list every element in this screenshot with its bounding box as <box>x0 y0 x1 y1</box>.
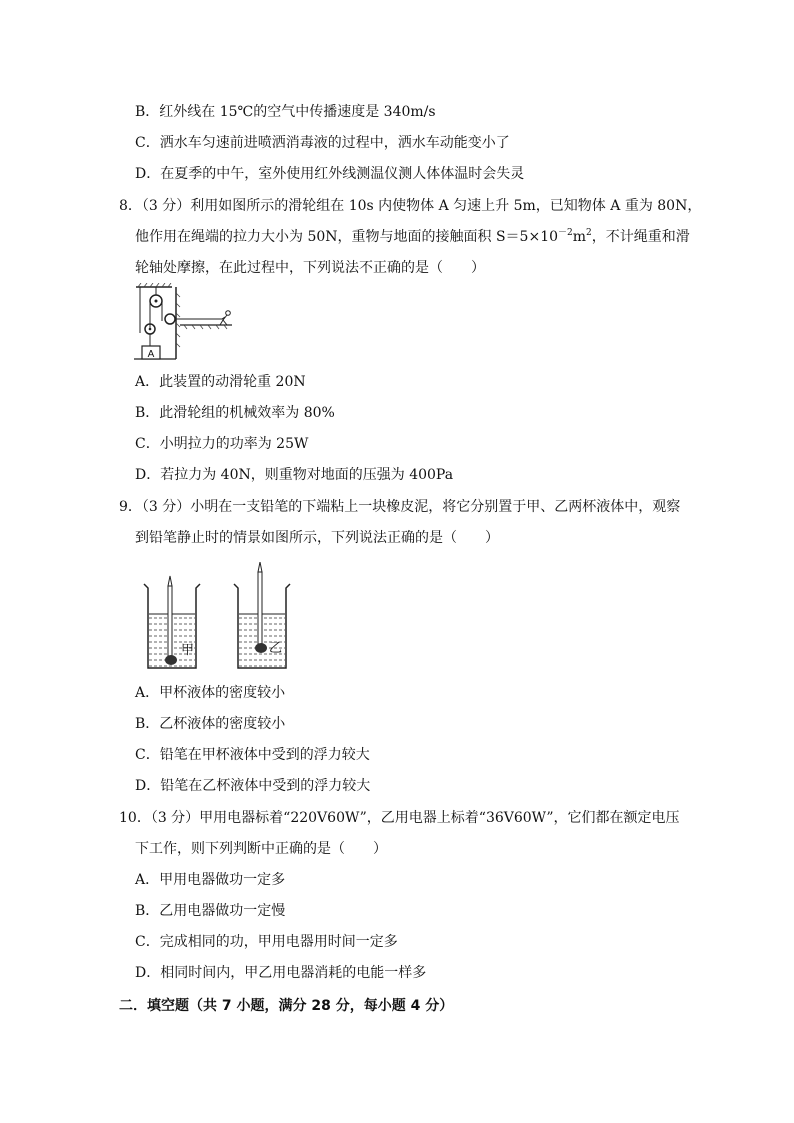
q8-option-c: C．小明拉力的功率为 25W <box>135 436 309 452</box>
q9-option-a: A．甲杯液体的密度较小 <box>135 685 286 701</box>
q9-stem-line1: 9．（3 分）小明在一支铅笔的下端粘上一块橡皮泥，将它分别置于甲、乙两杯液体中，观察 <box>119 499 681 515</box>
q10-option-c: C．完成相同的功，甲用电器用时间一定多 <box>135 934 398 950</box>
q10-stem-line1: 10．（3 分）甲用电器标着“220V60W”，乙用电器上标着“36V60W”，它们都在额定电压 <box>119 810 680 826</box>
q9-option-d: D．铅笔在乙杯液体中受到的浮力较大 <box>135 778 371 794</box>
block-a-label: A <box>147 349 155 360</box>
q8-stem-line1: 8．（3 分）利用如图所示的滑轮组在 10s 内使物体 A 匀速上升 5m，已知物体 A 重为 80N， <box>119 198 702 214</box>
pulley-system-figure <box>132 283 242 363</box>
q9-option-b: B．乙杯液体的密度较小 <box>135 716 286 732</box>
beakers-figure <box>136 562 306 674</box>
q8-stem-line3: 轮轴处摩擦，在此过程中，下列说法不正确的是（ ） <box>135 260 485 276</box>
q10-option-b: B．乙用电器做功一定慢 <box>135 903 286 919</box>
q8-exponent-1: －2 <box>558 228 573 238</box>
section-2-heading: 二．填空题（共 7 小题，满分 28 分，每小题 4 分） <box>119 998 454 1014</box>
q7-option-d: D．在夏季的中午，室外使用红外线测温仪测人体体温时会失灵 <box>135 166 525 182</box>
q10-option-a: A．甲用电器做功一定多 <box>135 872 286 888</box>
q8-stem-line2-text: 他作用在绳端的拉力大小为 50N，重物与地面的接触面积 S＝5×10 <box>135 229 559 245</box>
q8-option-a: A．此装置的动滑轮重 20N <box>135 374 306 390</box>
beaker-right-label: 乙 <box>269 641 283 656</box>
q10-stem-line2: 下工作，则下列判断中正确的是（ ） <box>135 841 387 857</box>
q9-option-c: C．铅笔在甲杯液体中受到的浮力较大 <box>135 747 370 763</box>
q7-option-b: B．红外线在 15℃的空气中传播速度是 340m/s <box>135 104 436 120</box>
q8-option-d: D．若拉力为 40N，则重物对地面的压强为 400Pa <box>135 467 454 483</box>
q8-stem-line2-end: ，不计绳重和滑 <box>591 229 690 245</box>
beaker-left-label: 甲 <box>181 643 195 658</box>
q7-option-c: C．洒水车匀速前进喷洒消毒液的过程中，洒水车动能变小了 <box>135 135 510 151</box>
q8-unit-m: m <box>572 229 587 245</box>
q8-option-b: B．此滑轮组的机械效率为 80% <box>135 405 335 421</box>
q8-exponent-2: 2 <box>586 228 592 238</box>
q10-option-d: D．相同时间内，甲乙用电器消耗的电能一样多 <box>135 965 427 981</box>
q8-stem-line2 <box>135 227 690 247</box>
q9-stem-line2: 到铅笔静止时的情景如图所示，下列说法正确的是（ ） <box>135 530 499 546</box>
